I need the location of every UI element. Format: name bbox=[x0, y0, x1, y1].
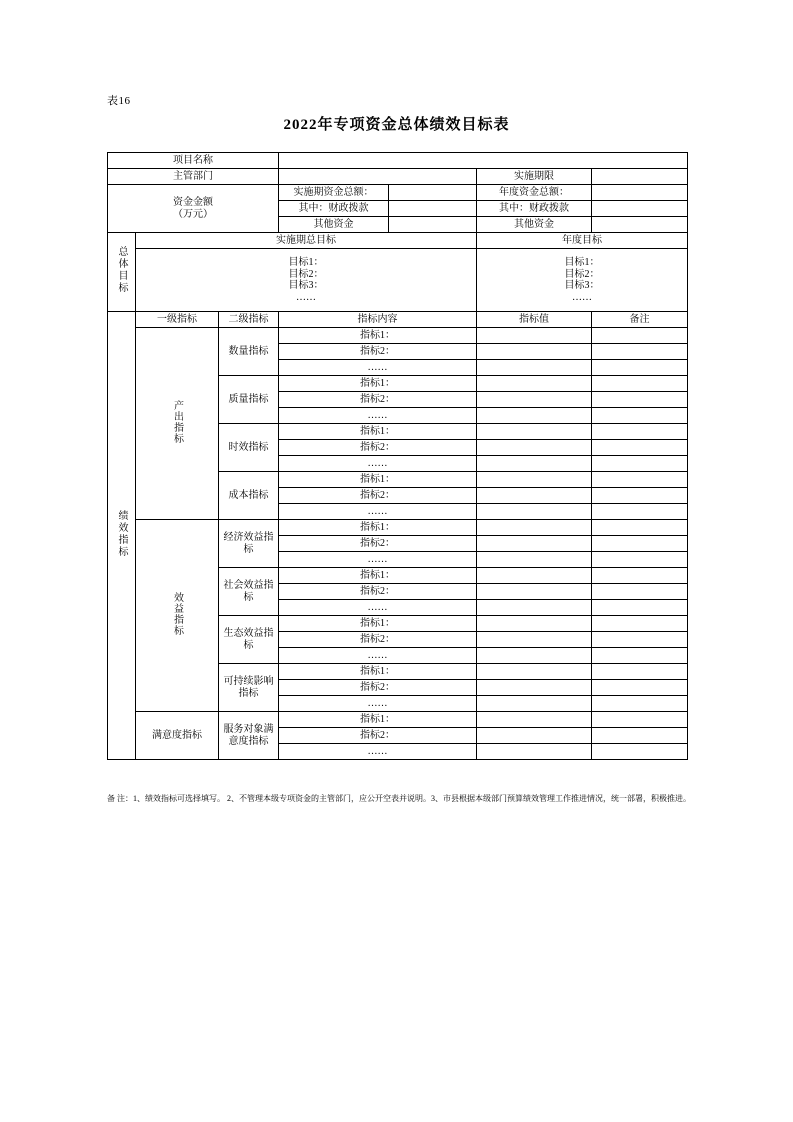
indicator-remark[interactable] bbox=[592, 344, 688, 360]
indicator-value[interactable] bbox=[477, 536, 592, 552]
overall-goal-row-label-text: 总体目标 bbox=[116, 246, 127, 295]
indicator-content[interactable]: 指标2： bbox=[279, 728, 477, 744]
indicator-value[interactable] bbox=[477, 616, 592, 632]
indicator-content[interactable]: 指标2： bbox=[279, 488, 477, 504]
indicator-value[interactable] bbox=[477, 648, 592, 664]
indicator-value[interactable] bbox=[477, 360, 592, 376]
level1-output-text: 产出指标 bbox=[171, 399, 183, 444]
indicator-value[interactable] bbox=[477, 328, 592, 344]
indicator-remark[interactable] bbox=[592, 392, 688, 408]
period-fund-total-label: 实施期资金总额： bbox=[279, 185, 389, 201]
indicator-remark[interactable] bbox=[592, 456, 688, 472]
indicator-value[interactable] bbox=[477, 712, 592, 728]
indicator-value[interactable] bbox=[477, 488, 592, 504]
column-header-level2: 二级指标 bbox=[219, 312, 279, 328]
overall-goal-row-label bbox=[108, 233, 136, 312]
period-other-value[interactable] bbox=[389, 217, 477, 233]
indicator-content[interactable]: 指标1： bbox=[279, 520, 477, 536]
indicator-content[interactable]: 指标2： bbox=[279, 440, 477, 456]
table-row-overall-header bbox=[108, 233, 688, 249]
period-other-label: 其他资金 bbox=[279, 217, 389, 233]
indicator-content[interactable]: 指标1： bbox=[279, 376, 477, 392]
indicator-remark[interactable] bbox=[592, 424, 688, 440]
table-row-indicator-header bbox=[108, 312, 688, 328]
indicator-value[interactable] bbox=[477, 584, 592, 600]
performance-row-label-text: 绩效指标 bbox=[116, 509, 127, 558]
column-header-remark: 备注 bbox=[592, 312, 688, 328]
indicator-remark[interactable] bbox=[592, 648, 688, 664]
indicator-value[interactable] bbox=[477, 680, 592, 696]
indicator-value[interactable] bbox=[477, 664, 592, 680]
indicator-content[interactable]: …… bbox=[279, 360, 477, 376]
indicator-remark[interactable] bbox=[592, 696, 688, 712]
annual-goal-text[interactable]: 目标1： 目标2： 目标3： …… bbox=[477, 249, 688, 312]
level2-ecological: 生态效益指标 bbox=[219, 616, 279, 664]
indicator-value[interactable] bbox=[477, 472, 592, 488]
indicator-remark[interactable] bbox=[592, 488, 688, 504]
indicator-remark[interactable] bbox=[592, 360, 688, 376]
level2-quantity: 数量指标 bbox=[219, 328, 279, 376]
indicator-remark[interactable] bbox=[592, 568, 688, 584]
indicator-value[interactable] bbox=[477, 456, 592, 472]
indicator-remark[interactable] bbox=[592, 680, 688, 696]
period-goal-text[interactable]: 目标1： 目标2： 目标3： …… bbox=[136, 249, 477, 312]
indicator-content[interactable]: …… bbox=[279, 744, 477, 760]
indicator-value[interactable] bbox=[477, 520, 592, 536]
indicator-content[interactable]: 指标2： bbox=[279, 680, 477, 696]
indicator-value[interactable] bbox=[477, 408, 592, 424]
indicator-remark[interactable] bbox=[592, 744, 688, 760]
indicator-value[interactable] bbox=[477, 744, 592, 760]
fund-amount-label-line2: （万元） bbox=[173, 208, 213, 220]
indicator-content[interactable]: …… bbox=[279, 456, 477, 472]
indicator-remark[interactable] bbox=[592, 600, 688, 616]
column-header-value: 指标值 bbox=[477, 312, 592, 328]
indicator-content[interactable]: 指标1： bbox=[279, 664, 477, 680]
indicator-remark[interactable] bbox=[592, 472, 688, 488]
level1-benefit-text: 效益指标 bbox=[171, 591, 183, 636]
fund-amount-label-line1: 资金金额 bbox=[173, 197, 213, 208]
indicator-value[interactable] bbox=[477, 376, 592, 392]
indicator-value[interactable] bbox=[477, 632, 592, 648]
level2-cost: 成本指标 bbox=[219, 472, 279, 520]
indicator-value[interactable] bbox=[477, 440, 592, 456]
indicator-content[interactable]: 指标2： bbox=[279, 536, 477, 552]
level2-sustainable: 可持续影响指标 bbox=[219, 664, 279, 712]
indicator-content[interactable]: 指标1： bbox=[279, 568, 477, 584]
period-fiscal-label: 其中：财政拨款 bbox=[279, 201, 389, 217]
period-fiscal-value[interactable] bbox=[389, 201, 477, 217]
level2-quality: 质量指标 bbox=[219, 376, 279, 424]
annual-fund-total-value[interactable] bbox=[592, 185, 688, 201]
indicator-value[interactable] bbox=[477, 728, 592, 744]
table-row-indicator bbox=[108, 520, 688, 536]
indicator-remark[interactable] bbox=[592, 376, 688, 392]
indicator-remark[interactable] bbox=[592, 408, 688, 424]
indicator-content[interactable]: …… bbox=[279, 696, 477, 712]
indicator-remark[interactable] bbox=[592, 584, 688, 600]
supervisor-label: 主管部门 bbox=[108, 169, 279, 185]
level1-benefit bbox=[136, 520, 219, 712]
indicator-content[interactable]: 指标2： bbox=[279, 584, 477, 600]
form-number: 表16 bbox=[107, 95, 131, 107]
table-row-indicator bbox=[108, 328, 688, 344]
table-row-project-name bbox=[108, 153, 688, 169]
indicator-remark[interactable] bbox=[592, 632, 688, 648]
indicator-content[interactable]: …… bbox=[279, 552, 477, 568]
project-name-value[interactable] bbox=[279, 153, 688, 169]
performance-target-table bbox=[107, 152, 688, 760]
period-goal-header: 实施期总目标 bbox=[136, 233, 477, 249]
level2-service-satisfaction: 服务对象满意度指标 bbox=[219, 712, 279, 760]
project-name-label: 项目名称 bbox=[108, 153, 279, 169]
annual-fiscal-value[interactable] bbox=[592, 201, 688, 217]
indicator-content[interactable]: 指标1： bbox=[279, 616, 477, 632]
supervisor-value[interactable] bbox=[279, 169, 477, 185]
page-title: 2022年专项资金总体绩效目标表 bbox=[283, 117, 510, 133]
indicator-content[interactable]: 指标1： bbox=[279, 712, 477, 728]
level2-social: 社会效益指标 bbox=[219, 568, 279, 616]
indicator-value[interactable] bbox=[477, 424, 592, 440]
annual-fund-total-label: 年度资金总额： bbox=[477, 185, 592, 201]
period-value[interactable] bbox=[592, 169, 688, 185]
table-row-overall-body bbox=[108, 249, 688, 312]
indicator-value[interactable] bbox=[477, 600, 592, 616]
indicator-remark[interactable] bbox=[592, 552, 688, 568]
indicator-remark[interactable] bbox=[592, 520, 688, 536]
level2-timeliness: 时效指标 bbox=[219, 424, 279, 472]
table-row-supervisor bbox=[108, 169, 688, 185]
indicator-content[interactable]: 指标1： bbox=[279, 424, 477, 440]
fund-amount-label bbox=[108, 185, 279, 233]
column-header-content: 指标内容 bbox=[279, 312, 477, 328]
indicator-remark[interactable] bbox=[592, 728, 688, 744]
indicator-value[interactable] bbox=[477, 344, 592, 360]
level1-output bbox=[136, 328, 219, 520]
indicator-content[interactable]: …… bbox=[279, 648, 477, 664]
table-notes: 备 注：1、绩效指标可选择填写。 2、不管理本级专项资金的主管部门，应公开空表并说明。3、市县根据本级部门预算绩效管理工作推进情况，统一部署，积极推进。 bbox=[107, 794, 691, 803]
indicator-remark[interactable] bbox=[592, 504, 688, 520]
table-row-fund-total bbox=[108, 185, 688, 201]
indicator-value[interactable] bbox=[477, 504, 592, 520]
indicator-remark[interactable] bbox=[592, 440, 688, 456]
indicator-content[interactable]: …… bbox=[279, 504, 477, 520]
indicator-content[interactable]: 指标1： bbox=[279, 472, 477, 488]
annual-other-label: 其他资金 bbox=[477, 217, 592, 233]
indicator-remark[interactable] bbox=[592, 616, 688, 632]
indicator-content[interactable]: …… bbox=[279, 600, 477, 616]
indicator-value[interactable] bbox=[477, 568, 592, 584]
level2-economic: 经济效益指标 bbox=[219, 520, 279, 568]
indicator-value[interactable] bbox=[477, 696, 592, 712]
indicator-remark[interactable] bbox=[592, 664, 688, 680]
level1-satisfaction: 满意度指标 bbox=[136, 712, 219, 760]
indicator-remark[interactable] bbox=[592, 536, 688, 552]
annual-fiscal-label: 其中：财政拨款 bbox=[477, 201, 592, 217]
performance-row-label bbox=[108, 312, 136, 760]
indicator-content[interactable]: 指标2： bbox=[279, 632, 477, 648]
indicator-remark[interactable] bbox=[592, 712, 688, 728]
annual-goal-header: 年度目标 bbox=[477, 233, 688, 249]
indicator-remark[interactable] bbox=[592, 328, 688, 344]
indicator-content[interactable]: …… bbox=[279, 408, 477, 424]
period-fund-total-value[interactable] bbox=[389, 185, 477, 201]
column-header-level1: 一级指标 bbox=[136, 312, 219, 328]
indicator-value[interactable] bbox=[477, 392, 592, 408]
table-row-indicator bbox=[108, 712, 688, 728]
period-label: 实施期限 bbox=[477, 169, 592, 185]
indicator-content[interactable]: 指标2： bbox=[279, 392, 477, 408]
indicator-value[interactable] bbox=[477, 552, 592, 568]
indicator-content[interactable]: 指标2： bbox=[279, 344, 477, 360]
indicator-content[interactable]: 指标1： bbox=[279, 328, 477, 344]
annual-other-value[interactable] bbox=[592, 217, 688, 233]
